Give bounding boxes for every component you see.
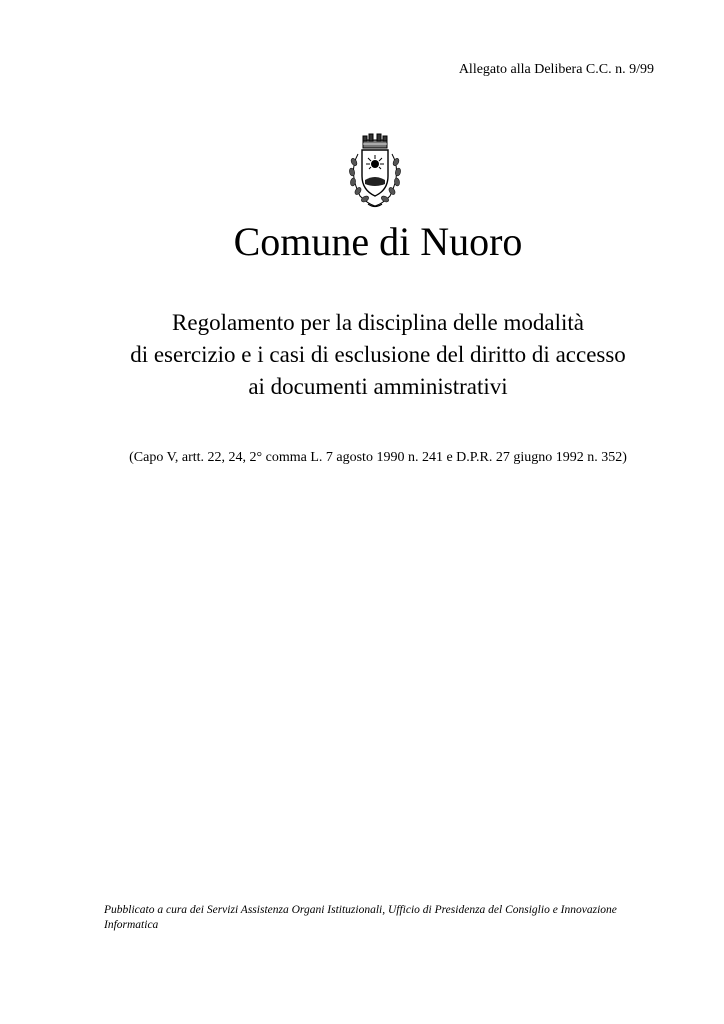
publication-footer: Pubblicato a cura dei Servizi Assistenza Organi Istituzionali, Ufficio di Presidenza del Consiglio e Innovazione Informatica <box>104 904 617 931</box>
crown-icon <box>363 134 387 148</box>
legal-reference: (Capo V, artt. 22, 24, 2° comma L. 7 agosto 1990 n. 241 e D.P.R. 27 giugno 1992 n. 352) <box>129 450 627 465</box>
city-coat-of-arms-icon <box>338 130 412 210</box>
regulation-title-line: ai documenti amministrativi <box>248 374 508 399</box>
regulation-title-line: di esercizio e i casi di esclusione del diritto di accesso <box>130 342 626 367</box>
regulation-title-line: Regolamento per la disciplina delle modalità <box>172 310 584 335</box>
allegato-note: Allegato alla Delibera C.C. n. 9/99 <box>458 62 654 77</box>
city-title: Comune di Nuoro <box>233 219 523 264</box>
regulation-title <box>0 307 724 403</box>
